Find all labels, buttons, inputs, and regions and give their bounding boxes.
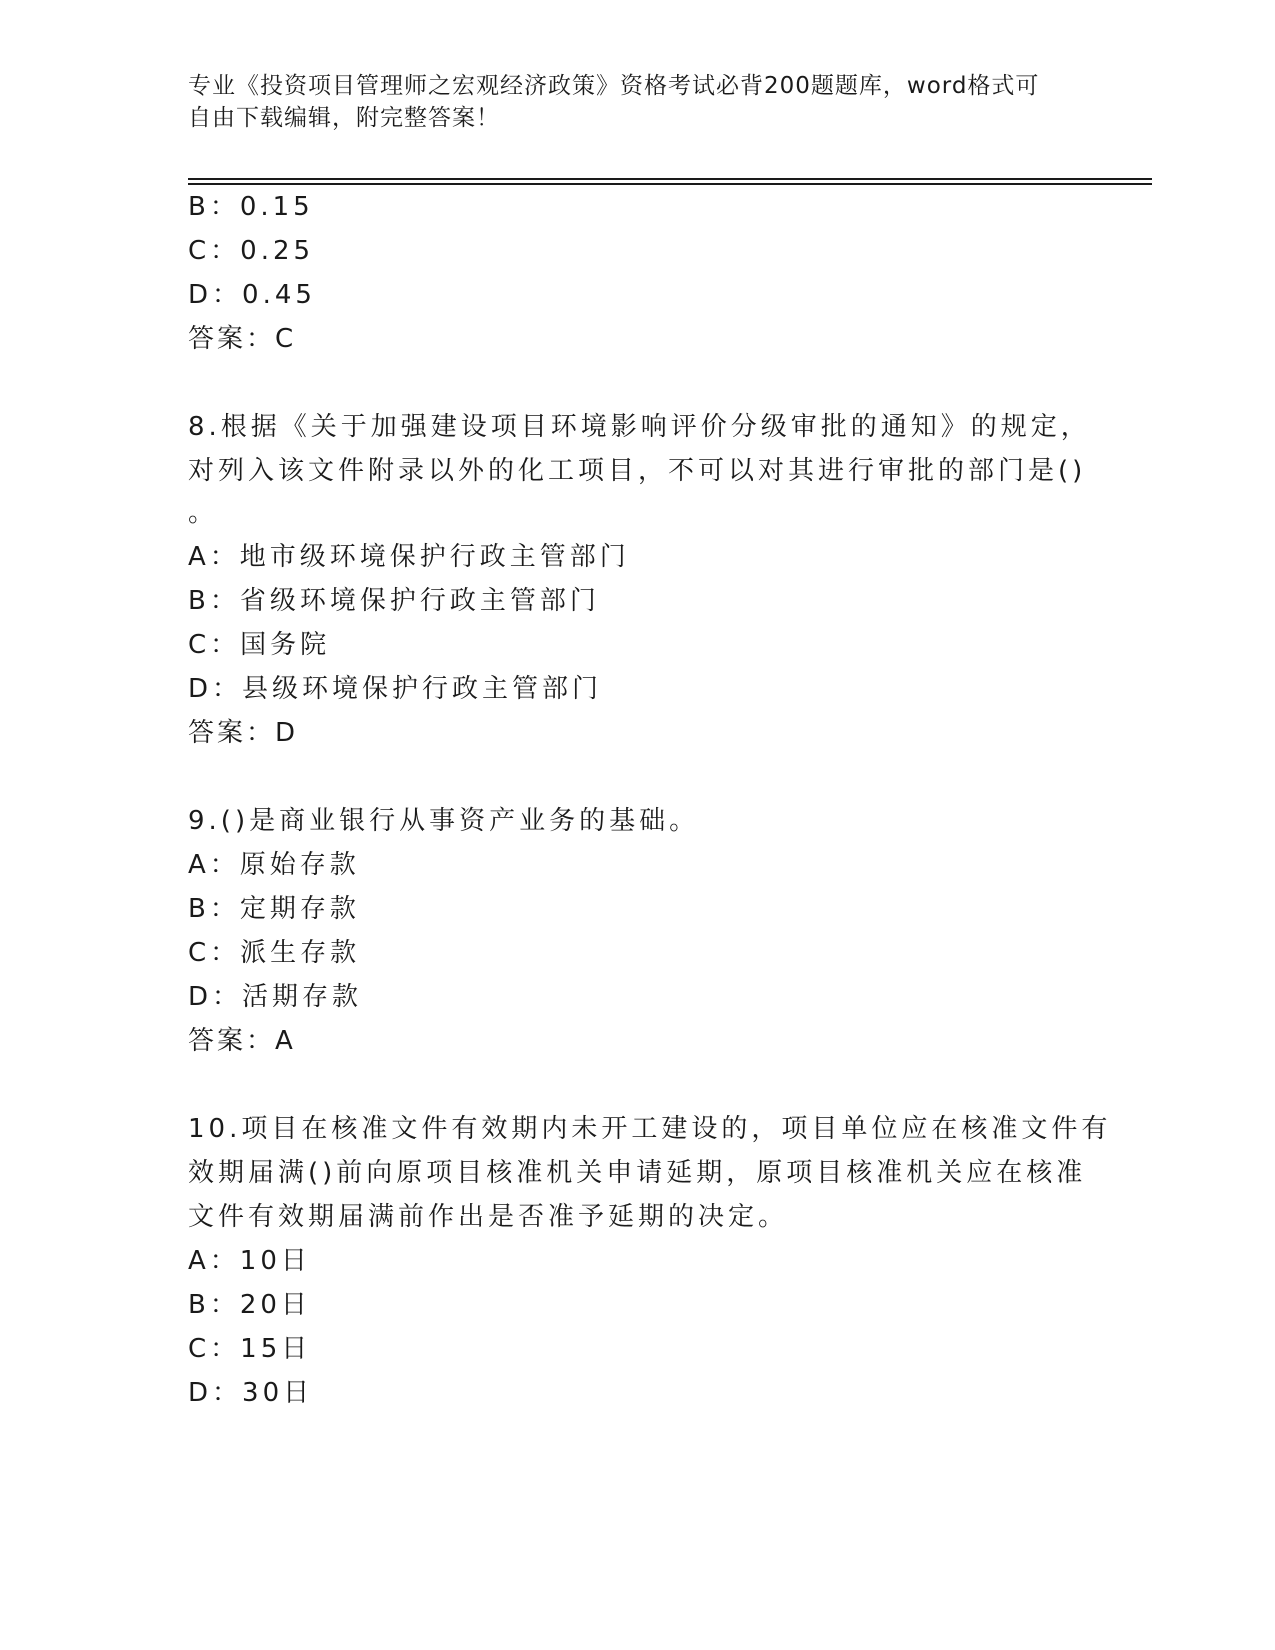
header-line-2: 自由下载编辑，附完整答案！	[188, 105, 500, 131]
q10-stem-line-3: 文件有效期届满前作出是否准予延期的决定。	[188, 1202, 789, 1232]
q7-answer: 答案：C	[188, 324, 297, 354]
q9-option-b: B：定期存款	[188, 894, 360, 924]
q7-option-d: D：0.45	[188, 280, 316, 310]
q9-option-d: D：活期存款	[188, 982, 363, 1012]
q9-option-c: C：派生存款	[188, 938, 361, 968]
q10-option-d: D：30日	[188, 1378, 314, 1408]
header-divider-top	[188, 178, 1152, 180]
q7-option-b: B：0.15	[188, 192, 314, 222]
q10-option-a: A：10日	[188, 1246, 311, 1276]
q10-stem-line-1: 10.项目在核准文件有效期内未开工建设的，项目单位应在核准文件有	[188, 1114, 1112, 1144]
q7-option-c: C：0.25	[188, 236, 315, 266]
q8-option-a: A：地市级环境保护行政主管部门	[188, 542, 630, 572]
q8-stem-line-2: 对列入该文件附录以外的化工项目，不可以对其进行审批的部门是()	[188, 456, 1087, 486]
q8-option-b: B：省级环境保护行政主管部门	[188, 586, 600, 616]
q9-stem-line-1: 9.()是商业银行从事资产业务的基础。	[188, 806, 700, 836]
q9-option-a: A：原始存款	[188, 850, 360, 880]
header-divider-bottom	[188, 183, 1152, 185]
q8-stem-line-1: 8.根据《关于加强建设项目环境影响评价分级审批的通知》的规定，	[188, 412, 1091, 442]
q8-stem-line-3: 。	[188, 498, 219, 528]
q10-option-b: B：20日	[188, 1290, 311, 1320]
q8-option-d: D：县级环境保护行政主管部门	[188, 674, 603, 704]
q8-option-c: C：国务院	[188, 630, 331, 660]
page-header	[188, 70, 1068, 134]
q10-stem-line-2: 效期届满()前向原项目核准机关申请延期，原项目核准机关应在核准	[188, 1158, 1087, 1188]
q9-answer: 答案：A	[188, 1026, 296, 1056]
header-line-1: 专业《投资项目管理师之宏观经济政策》资格考试必背200题题库，word格式可	[188, 73, 1040, 99]
q10-option-c: C：15日	[188, 1334, 312, 1364]
q8-answer: 答案：D	[188, 718, 299, 748]
